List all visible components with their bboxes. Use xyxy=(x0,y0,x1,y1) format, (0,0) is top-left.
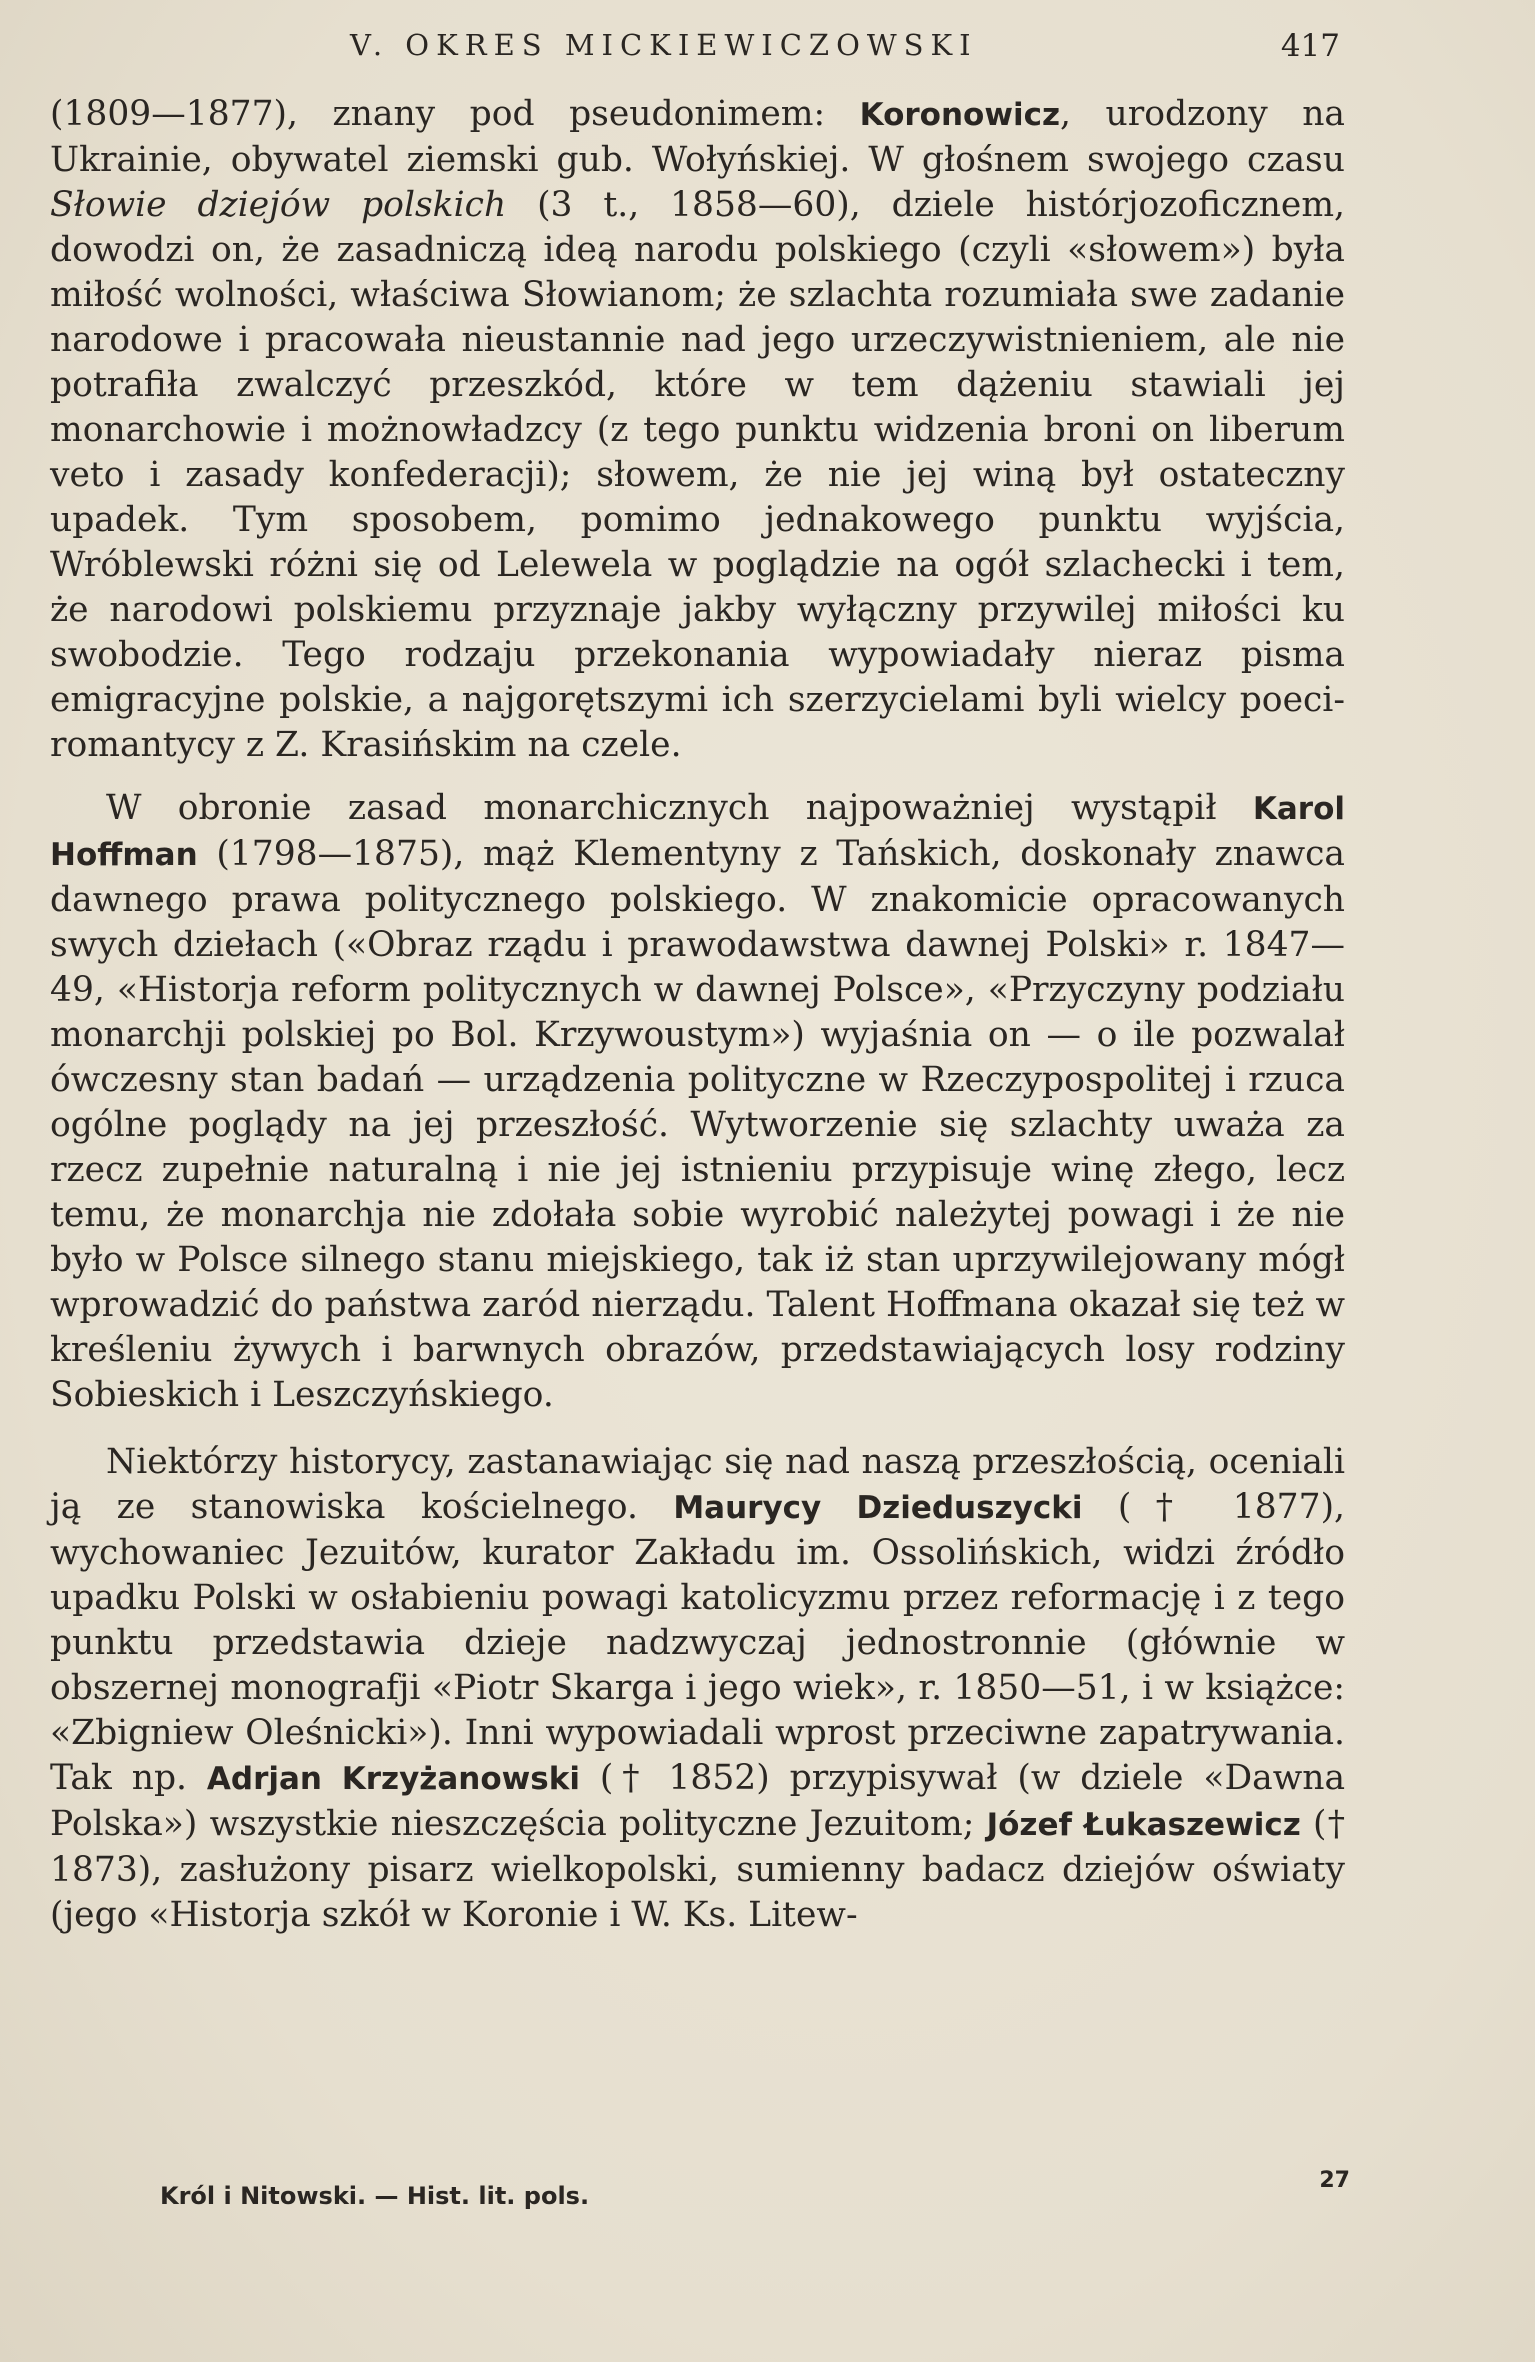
author-name: Adrjan Krzyżanowski xyxy=(206,1761,580,1797)
text-run: († 1873), zasłużony pisarz wielkopolski, sumienny badacz dziejów oświaty (jego «Historja szkół w Koronie i W. Ks. Litew- xyxy=(50,1804,1345,1935)
author-name: Maurycy Dzieduszycki xyxy=(673,1490,1083,1526)
text-run: W obronie zasad monarchicznych najpoważniej wystąpił xyxy=(106,788,1253,828)
work-title: Słowie dziejów polskich xyxy=(50,185,507,225)
paragraph-2 xyxy=(50,786,1345,1418)
text-run: (3 t., 1858—60), dziele histórjozoficznem, dowodzi on, że zasadniczą ideą narodu polskiego (czyli «słowem») była miłość wolności, właściwa Słowianom; że szlachta rozumiała swe zadanie narodowe i pracowała nieustannie nad jego urzeczywistnieniem, ale nie potrafiła zwalczyć przeszkód, które w tem dążeniu stawiali jej monarchowie i możnowładzcy (z tego punktu widzenia broni on liberum veto i zasady konfederacji); słowem, że nie jej winą był ostateczny upadek. Tym sposobem, pomimo jednakowego punktu wyjścia, Wróblewski różni się od Lelewela w poglądzie na ogół szlachecki i tem, że narodowi polskiemu przyznaje jakby wyłączny przywilej miłości ku swobodzie. Tego rodzaju przekonania wypowiadały nieraz pisma emigracyjne polskie, a najgorętszymi ich szerzycielami byli wielcy poeci-romantycy z Z. Krasińskim na czele. xyxy=(50,185,1346,765)
author-name: Józef Łukaszewicz xyxy=(986,1807,1301,1843)
text-run: († 1852) przypisywał (w dziele «Dawna Polska») wszystkie nieszczęścia polityczne Jezuitom; xyxy=(50,1758,1346,1844)
author-name: Koronowicz xyxy=(859,97,1061,133)
text-run: († 1877), wychowaniec Jezuitów, kurator Zakładu im. Ossolińskich, widzi źródło upadku Polski w osłabieniu powagi katolicyzmu przez reformację i z tego punktu przedstawia dzieje nadzwyczaj jednostronnie (głównie w obszernej monografji «Piotr Skarga i jego wiek», r. 1850—51, i w książce: «Zbigniew Oleśnicki»). Inni wypowiadali wprost przeciwne zapatrywania. Tak np. xyxy=(50,1487,1345,1798)
body-text xyxy=(50,92,1345,1938)
text-run: (1809—1877), znany pod pseudonimem: xyxy=(50,94,860,134)
page-number: 417 xyxy=(1280,28,1340,64)
page-header xyxy=(70,28,1340,68)
text-run: , urodzony na Ukrainie, obywatel ziemski gub. Wołyńskiej. W głośnem swojego czasu xyxy=(50,94,1345,180)
text-run: (1798—1875), mąż Klementyny z Tańskich, doskonały znawca dawnego prawa politycznego polskiego. W znakomicie opracowanych swych dziełach («Obraz rządu i prawodawstwa dawnej Polski» r. 1847—49, «Historja reform politycznych w dawnej Polsce», «Przyczyny podziału monarchji polskiej po Bol. Krzywoustym») wyjaśnia on — o ile pozwalał ówczesny stan badań — urządzenia polityczne w Rzeczypospolitej i rzuca ogólne poglądy na jej przeszłość. Wytworzenie się szlachty uważa za rzecz zupełnie naturalną i nie jej istnieniu przypisuje winę złego, lecz temu, że monarchja nie zdołała sobie wyrobić należytej powagi i że nie było w Polsce silnego stanu miejskiego, tak iż stan uprzywilejowany mógł wprowadzić do państwa zaród nierządu. Talent Hoffmana okazał się też w kreśleniu żywych i barwnych obrazów, przedstawiających losy rodziny Sobieskich i Leszczyńskiego. xyxy=(50,834,1345,1415)
paragraph-1 xyxy=(50,92,1345,768)
printer-signature: Król i Nitowski. — Hist. lit. pols. xyxy=(160,2182,590,2210)
page-footer xyxy=(160,2168,1350,2208)
sheet-number: 27 xyxy=(1319,2168,1350,2193)
author-name: Karol Hoffman xyxy=(50,791,1345,873)
running-head: V. OKRES MICKIEWICZOWSKI xyxy=(350,28,978,62)
text-run: Niektórzy historycy, zastanawiając się nad naszą przeszłością, oceniali ją ze stanowiska kościelnego. xyxy=(50,1442,1345,1527)
paragraph-3 xyxy=(50,1440,1345,1938)
